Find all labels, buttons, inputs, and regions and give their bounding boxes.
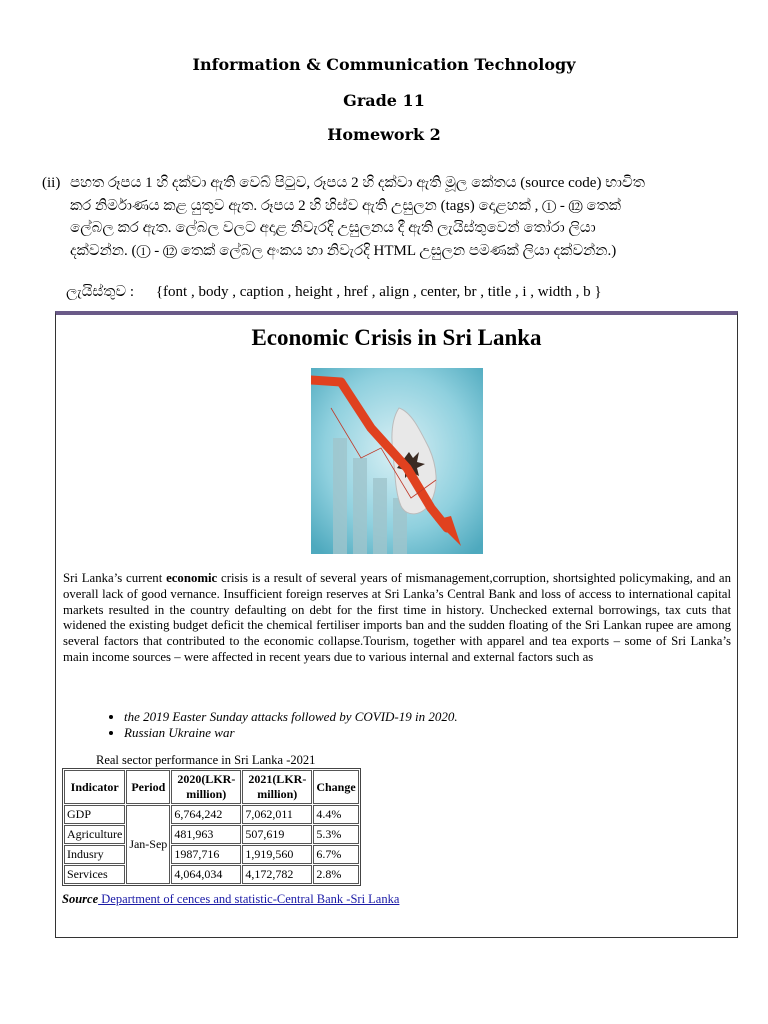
table-cell: Indusry xyxy=(64,845,125,864)
table-cell: 2.8% xyxy=(313,865,358,884)
table-cell: 4.4% xyxy=(313,805,358,824)
paragraph-text: crisis is a result of several years of mismanagement,corruption, shortsighted policymaking, and an overall lack of good vernance. Insufficient foreign reserves at Sri Lanka’s Central Bank and loss of access to international capital markets resulted in the country defaulting on debt for the first time in history. Unchecked external borrowings, tax cuts that widened the existing budget deficit the chemical fertiliser imports ban and the sudden floating of the Sri Lankan rupee are among several factors that contributed to the economic collapse.Tourism, together with apparel and tea exports – some of Sri Lanka’s main income sources – were affected in recent years due to various internal and external factors such as xyxy=(63,571,731,664)
table-cell: 6,764,242 xyxy=(171,805,241,824)
source-label: Source xyxy=(62,892,99,906)
factor-list xyxy=(106,709,458,741)
table-header: 2020(LKR-million) xyxy=(171,770,241,804)
tag-list: {font , body , caption , height , href , align , center, br , title , i , width , b } xyxy=(155,284,602,300)
table-caption: Real sector performance in Sri Lanka -2021 xyxy=(96,753,316,767)
table-cell: 507,619 xyxy=(242,825,312,844)
table-cell: 7,062,011 xyxy=(242,805,312,824)
table-cell: 4,172,782 xyxy=(242,865,312,884)
list-item: • the 2019 Easter Sunday attacks followed by COVID-19 in 2020. xyxy=(124,709,458,725)
table-cell: Services xyxy=(64,865,125,884)
question-line: කර නිර්මාණය කළ යුතුව ඇත. රූපය 2 හි හිස්ව ඇති උසුලන (tags) දොළහක් , ① - ⑫ තෙක් xyxy=(70,197,621,214)
table-row xyxy=(64,805,359,824)
table-cell: GDP xyxy=(64,805,125,824)
webpage-figure xyxy=(55,311,738,938)
source-line xyxy=(62,892,399,907)
table-cell: 1,919,560 xyxy=(242,845,312,864)
table-cell: 4,064,034 xyxy=(171,865,241,884)
question-number: (ii) xyxy=(42,175,61,191)
paragraph-bold-word: economic xyxy=(166,571,218,585)
homework-label: Homework 2 xyxy=(327,125,441,144)
question-line: පහත රූපය 1 හි දක්වා ඇති වෙබ් පිටුව, රූපය 2 හි දක්වා ඇති මූල කේතය (source code) භාවිත xyxy=(70,175,645,191)
table-cell: 1987,716 xyxy=(171,845,241,864)
table-header: Indicator xyxy=(64,770,125,804)
question-line: දක්වන්න. (① - ⑫ තෙක් ලේබල අංකය හා නිවැරදි HTML උසුලන පමණක් ලියා දක්වන්න.) xyxy=(70,242,617,259)
period-cell: Jan-Sep xyxy=(126,805,170,884)
question-line: ලේබල කර ඇත. ලේබල වලට අදාළ නිවැරදි උසුලනය දී ඇති ලැයිස්තුවෙන් තෝරා ලියා xyxy=(70,220,596,236)
table-cell: 5.3% xyxy=(313,825,358,844)
question-text xyxy=(70,172,720,262)
grade-label: Grade 11 xyxy=(343,91,425,110)
table-cell: Agriculture xyxy=(64,825,125,844)
table-cell: 6.7% xyxy=(313,845,358,864)
tag-list-label: ලැයිස්තුව : xyxy=(66,284,135,300)
webpage-heading: Economic Crisis in Sri Lanka xyxy=(251,325,542,350)
table-cell: 481,963 xyxy=(171,825,241,844)
tag-list-hint xyxy=(66,283,602,301)
list-item: • Russian Ukraine war xyxy=(124,725,458,741)
performance-table xyxy=(62,768,361,886)
table-header: 2021(LKR-million) xyxy=(242,770,312,804)
table-header: Period xyxy=(126,770,170,804)
table-row xyxy=(64,825,359,844)
table-row xyxy=(64,865,359,884)
table-header-row xyxy=(64,770,359,804)
webpage-paragraph xyxy=(63,571,731,666)
source-link[interactable]: Department of cences and statistic-Central Bank -Sri Lanka xyxy=(98,892,400,906)
paragraph-text: Sri Lanka’s current xyxy=(63,571,167,585)
document-title: Information & Communication Technology xyxy=(192,55,576,74)
table-header: Change xyxy=(313,770,358,804)
economic-crisis-image xyxy=(311,368,483,554)
table-row xyxy=(64,845,359,864)
